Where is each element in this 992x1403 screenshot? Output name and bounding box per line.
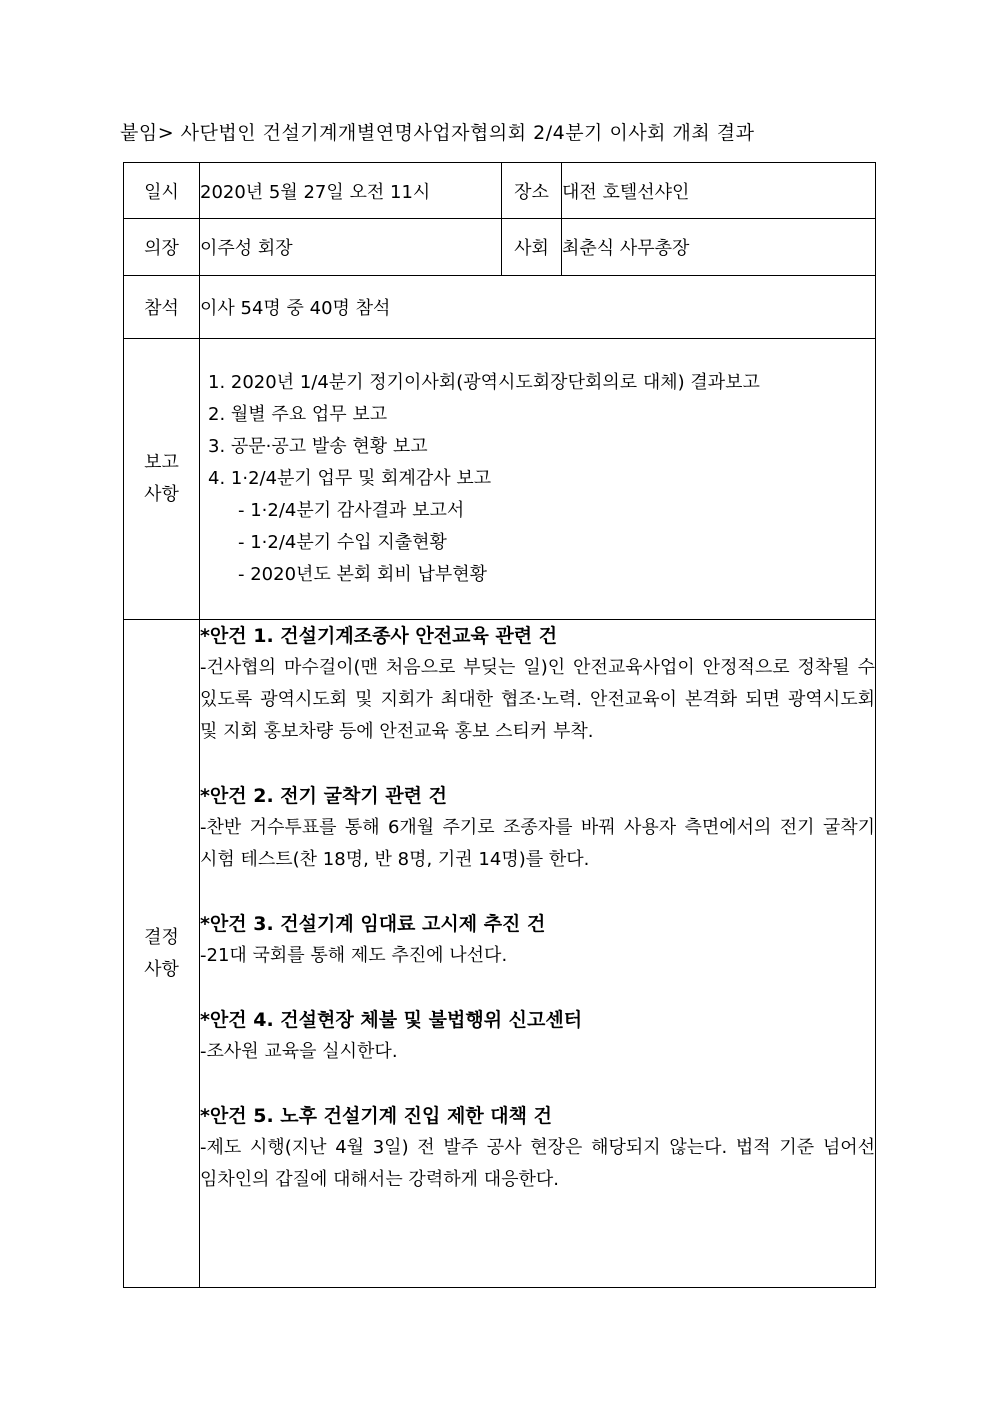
decision-heading: *안건 3. 건설기계 임대료 고시제 추진 건 [200,913,546,935]
date-label: 일시 [124,163,200,219]
row-chair-mc [124,219,876,276]
decision-body: -제도 시행(지난 4월 3일) 전 발주 공사 현장은 해당되지 않는다. 법적 기준 넘어선 임차인의 갑질에 대해서는 강력하게 대응한다. [200,1137,875,1190]
decisions-label-line1: 결정 [144,926,179,948]
row-decisions [124,620,876,1288]
report-item: 2. 월별 주요 업무 보고 [208,404,388,425]
place-label: 장소 [502,163,562,219]
report-item: 4. 1·2/4분기 업무 및 회계감사 보고 [208,468,492,489]
decisions-label-line2: 사항 [144,958,179,980]
reports-content [200,339,876,620]
document-title: 붙임> 사단법인 건설기계개별연명사업자협의회 2/4분기 이사회 개최 결과 [120,122,755,144]
attend-label: 참석 [124,276,200,339]
row-attendance [124,276,876,339]
reports-label-line2: 사항 [144,484,179,505]
decision-heading: *안건 5. 노후 건설기계 진입 제한 대책 건 [200,1105,552,1127]
reports-label-line1: 보고 [144,452,179,473]
report-subitem: - 1·2/4분기 수입 지출현황 [238,532,447,553]
chair-label: 의장 [124,219,200,276]
decision-heading: *안건 4. 건설현장 체불 및 불법행위 신고센터 [200,1009,583,1031]
place-value: 대전 호텔선샤인 [562,163,876,219]
decision-body: -조사원 교육을 실시한다. [200,1041,398,1062]
meeting-result-table [123,162,876,1288]
report-item: 1. 2020년 1/4분기 정기이사회(광역시도회장단회의로 대체) 결과보고 [208,372,760,393]
decisions-content [200,620,876,1288]
chair-value: 이주성 회장 [200,219,502,276]
row-reports [124,339,876,620]
row-date-place [124,163,876,219]
mc-label: 사회 [502,219,562,276]
date-value: 2020년 5월 27일 오전 11시 [200,163,502,219]
decision-heading: *안건 2. 전기 굴착기 관련 건 [200,785,447,807]
report-item: 3. 공문·공고 발송 현황 보고 [208,436,428,457]
decision-heading: *안건 1. 건설기계조종사 안전교육 관련 건 [200,625,558,647]
reports-label [124,339,200,620]
decision-body: -21대 국회를 통해 제도 추진에 나선다. [200,945,508,966]
report-subitem: - 1·2/4분기 감사결과 보고서 [238,500,465,521]
attend-value: 이사 54명 중 40명 참석 [200,276,876,339]
decision-body: -찬반 거수투표를 통해 6개월 주기로 조종자를 바꿔 사용자 측면에서의 전기 굴착기 시험 테스트(찬 18명, 반 8명, 기권 14명)를 한다. [200,817,875,870]
report-subitem: - 2020년도 본회 회비 납부현황 [238,564,488,585]
decisions-label [124,620,200,1288]
mc-value: 최춘식 사무총장 [562,219,876,276]
decision-body: -건사협의 마수걸이(맨 처음으로 부딪는 일)인 안전교육사업이 안정적으로 정착될 수 있도록 광역시도회 및 지회가 최대한 협조·노력. 안전교육이 본격화 되면 광역시도회 및 지회 홍보차량 등에 안전교육 홍보 스티커 부착. [200,657,875,742]
